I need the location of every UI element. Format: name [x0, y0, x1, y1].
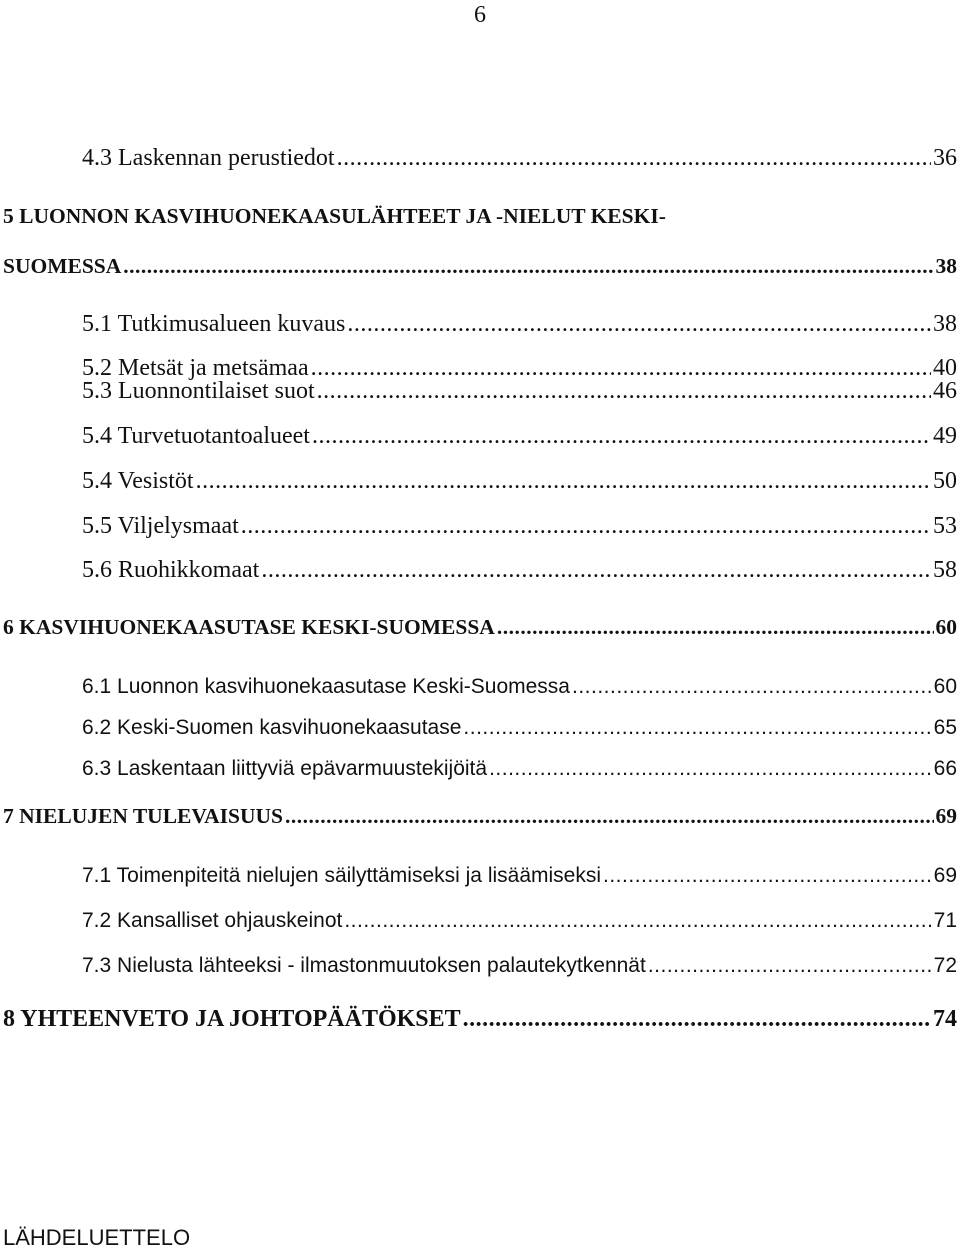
toc-chapter-5[interactable] — [3, 248, 957, 284]
toc-entry-page: 58 — [933, 557, 957, 583]
toc-entry-label: 4.3 Laskennan perustiedot — [82, 145, 335, 171]
toc-entry-5-6[interactable] — [82, 552, 957, 588]
toc-entry-6-1[interactable] — [82, 669, 957, 705]
toc-entry-6-2[interactable] — [82, 710, 957, 746]
toc-entry-label: 6.3 Laskentaan liittyviä epävarmuustekijöitä — [82, 757, 488, 780]
dot-leader — [312, 418, 931, 454]
toc-entry-7-2[interactable] — [82, 903, 957, 939]
toc-entry-page: 49 — [933, 423, 957, 449]
toc-entry-7-3[interactable] — [82, 948, 957, 984]
toc-entry-page: 72 — [933, 954, 957, 977]
dot-leader — [337, 140, 931, 176]
toc-entry-page: 71 — [933, 909, 957, 932]
toc-entry-label: 5.4 Turvetuotantoalueet — [82, 423, 310, 449]
toc-entry-4-3[interactable] — [82, 140, 957, 176]
toc-entry-page: 40 — [933, 355, 957, 381]
toc-entry-page: 60 — [933, 675, 957, 698]
toc-entry-label: 5.2 Metsät ja metsämaa — [82, 355, 309, 381]
toc-entry-label: 6 KASVIHUONEKAASUTASE KESKI-SUOMESSA — [3, 615, 495, 639]
toc-entry-page: 74 — [933, 1006, 957, 1032]
toc-entry-5-4-vesistot[interactable] — [82, 463, 957, 499]
toc-chapter-5-line1[interactable]: 5 LUONNON KASVIHUONEKAASULÄHTEET JA -NIELUT KESKI- — [3, 204, 666, 228]
toc-entry-page: 53 — [933, 513, 957, 539]
toc-entry-label: 8 YHTEENVETO JA JOHTOPÄÄTÖKSET — [3, 1006, 461, 1032]
dot-leader — [489, 751, 932, 787]
toc-entry-label: 7.2 Kansalliset ohjauskeinot — [82, 909, 343, 932]
toc-entry-page: 38 — [933, 311, 957, 337]
toc-entry-page: 38 — [935, 254, 957, 278]
dot-leader — [497, 609, 934, 645]
toc-entry-page: 60 — [935, 615, 957, 639]
toc-chapter-7[interactable] — [3, 798, 957, 834]
toc-entry-page: 65 — [933, 716, 957, 739]
toc-entry-page: 50 — [933, 468, 957, 494]
toc-entry-7-1[interactable] — [82, 858, 957, 894]
toc-entry-label: 5.3 Luonnontilaiset suot — [82, 378, 315, 404]
dot-leader — [463, 710, 931, 746]
toc-entry-page: 69 — [935, 804, 957, 828]
toc-entry-label: 7.3 Nielusta lähteeksi - ilmastonmuutoksen palautekytkennät — [82, 954, 646, 977]
toc-entry-5-1[interactable] — [82, 306, 957, 342]
toc-entry-label: 5.4 Vesistöt — [82, 468, 194, 494]
toc-entry-page: 66 — [933, 757, 957, 780]
dot-leader — [648, 948, 932, 984]
toc-entry-5-4-turvetuotanto[interactable] — [82, 418, 957, 454]
toc-entry-label: 5.6 Ruohikkomaat — [82, 557, 260, 583]
toc-entry-label: 6.1 Luonnon kasvihuonekaasutase Keski-Suomessa — [82, 675, 570, 698]
toc-chapter-8[interactable] — [3, 1001, 957, 1037]
dot-leader — [285, 798, 934, 834]
dot-leader — [347, 306, 931, 342]
toc-entry-label: 6.2 Keski-Suomen kasvihuonekaasutase — [82, 716, 462, 739]
toc-entry-label: SUOMESSA — [3, 254, 122, 278]
dot-leader — [123, 248, 933, 284]
toc-entry-5-3[interactable] — [82, 373, 957, 409]
toc-entry-5-5[interactable] — [82, 508, 957, 544]
toc-chapter-6[interactable] — [3, 609, 957, 645]
dot-leader — [603, 858, 932, 894]
page-number: 6 — [474, 2, 486, 28]
toc-entry-6-3[interactable] — [82, 751, 957, 787]
toc-entry-label: 5.1 Tutkimusalueen kuvaus — [82, 311, 346, 337]
toc-entry-page: 69 — [933, 864, 957, 887]
toc-references[interactable]: LÄHDELUETTELO — [3, 1225, 191, 1250]
toc-entry-page: 36 — [933, 145, 957, 171]
dot-leader — [344, 903, 931, 939]
toc-entry-page: 46 — [933, 378, 957, 404]
dot-leader — [241, 508, 931, 544]
dot-leader — [572, 669, 932, 705]
dot-leader — [317, 373, 931, 409]
dot-leader — [196, 463, 931, 499]
dot-leader — [261, 552, 931, 588]
dot-leader — [463, 1001, 931, 1037]
toc-entry-label: 5.5 Viljelysmaat — [82, 513, 239, 539]
toc-entry-label: 7 NIELUJEN TULEVAISUUS — [3, 804, 283, 828]
toc-entry-label: 7.1 Toimenpiteitä nielujen säilyttämiseksi ja lisäämiseksi — [82, 864, 602, 887]
